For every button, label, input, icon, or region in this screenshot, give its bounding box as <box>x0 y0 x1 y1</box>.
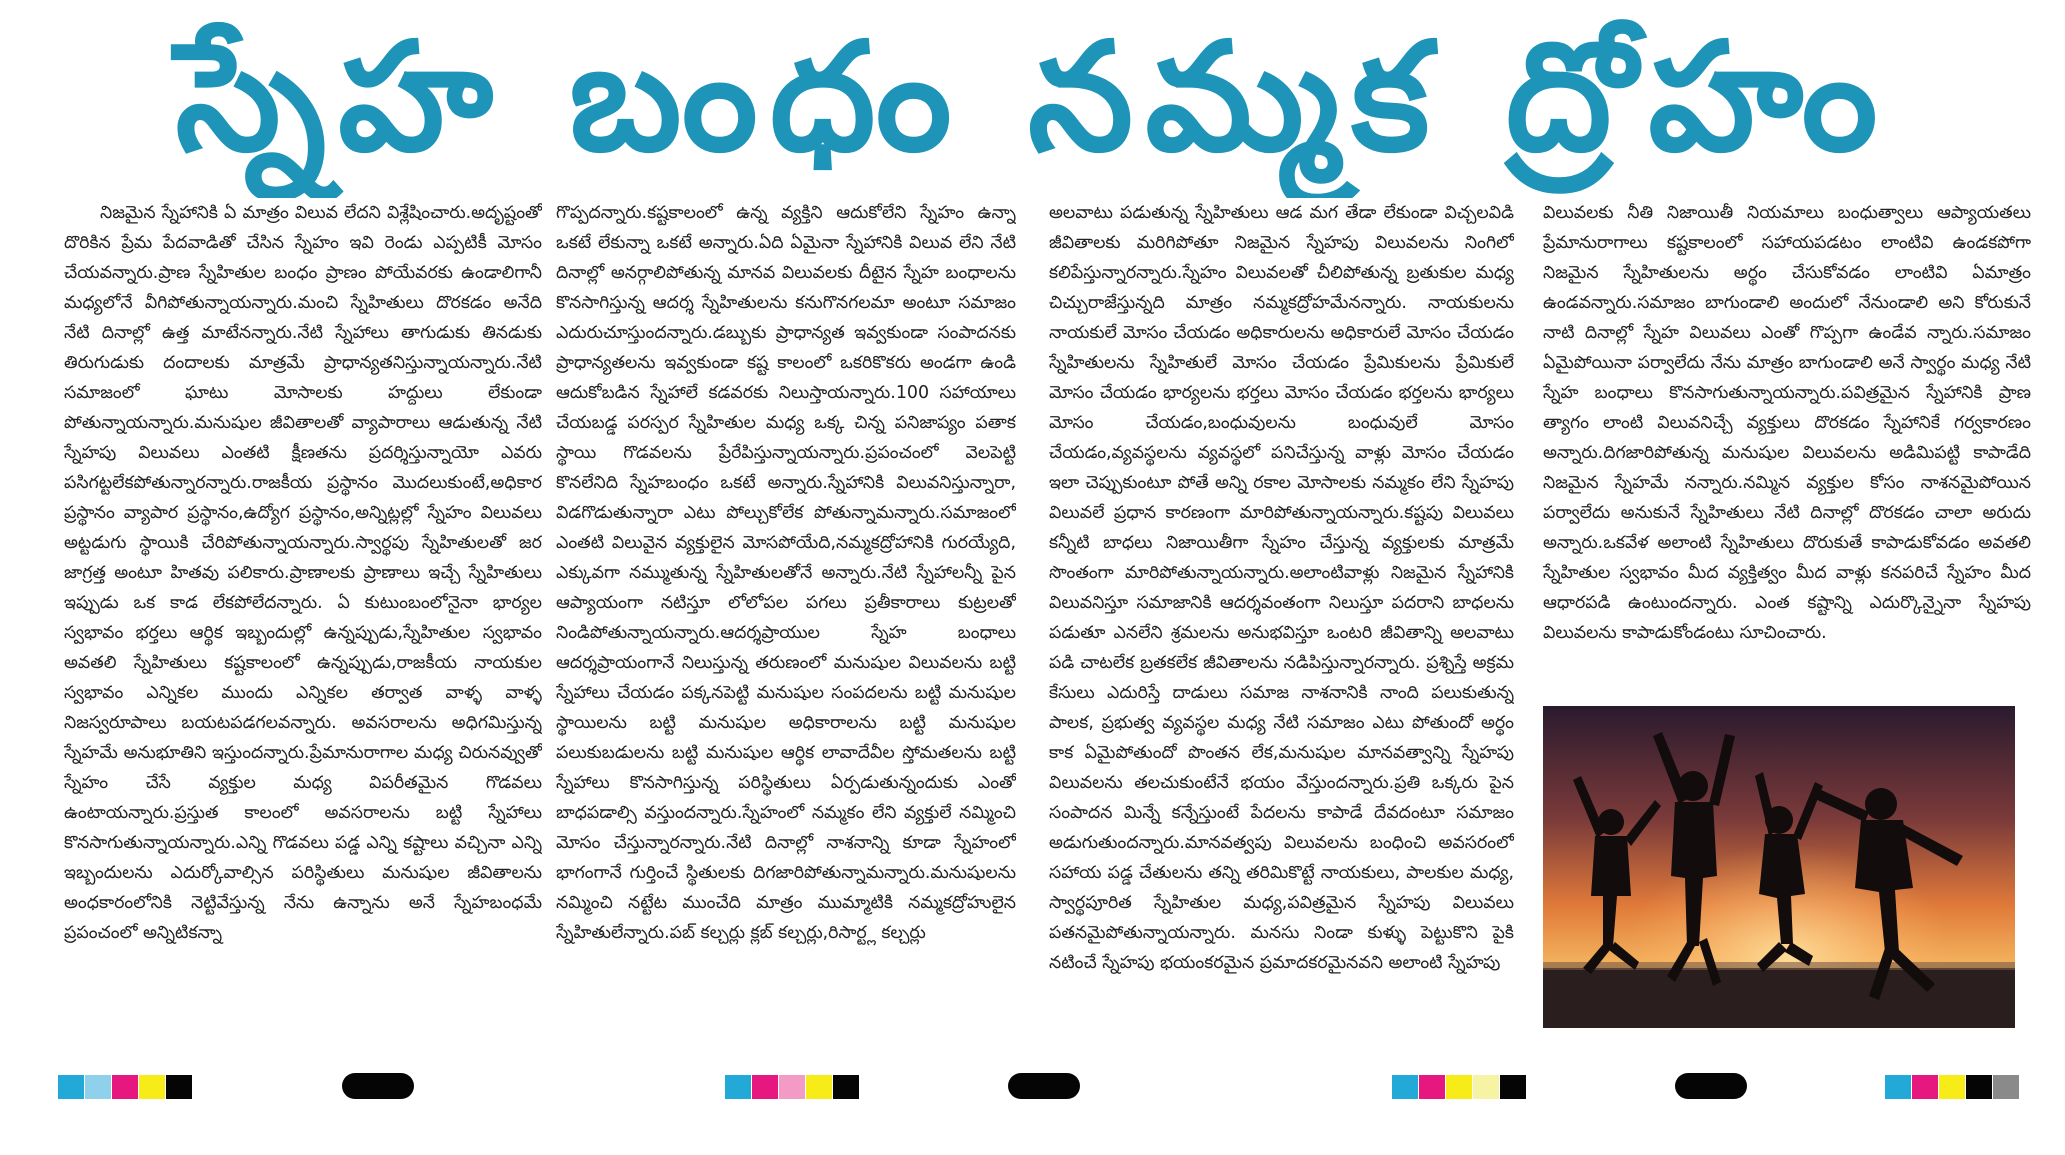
registration-mark <box>1675 1073 1747 1099</box>
color-swatch <box>1419 1075 1445 1099</box>
color-swatch <box>1885 1075 1911 1099</box>
column-text: విలువలకు నీతి నిజాయితీ నియమాలు బంధుత్వాలు ఆప్యాయతలు ప్రేమానురాగాలు కష్టకాలంలో సహాయపడటం లాంటివి ఉండకపోగా నిజమైన స్నేహితులను అర్థం చేసుకోవడం లాంటివి ఏమాత్రం ఉండవన్నారు.సమాజం బాగుండాలి అందులో నేనుండాలి అని కోరుకునే నాటి దినాల్లో స్నేహ విలువలు ఎంతో గొప్పగా ఉండేవ న్నారు.సమాజం ఏమైపోయినా పర్వాలేదు నేను మాత్రం బాగుండాలి అనే స్వార్థం మధ్య నేటి స్నేహ బంధాలు కొనసాగుతున్నాయన్నారు.పవిత్రమైన స్నేహానికి ప్రాణ త్యాగం లాంటి విలువనిచ్చే వ్యక్తులు దొరకడం స్నేహానికే గర్వకారణం అన్నారు.దిగజారిపోతున్న మనుషుల విలువలను అడిమిపట్టి కాపాడేది నిజమైన స్నేహమే నన్నారు.నమ్మిన వ్యక్తుల కోసం నాశనమైపోయిన పర్వాలేదు అనుకునే స్నేహితులు నేటి దినాల్లో దొరకడం చాలా అరుదు అన్నారు.ఒకవేళ అలాంటి స్నేహితులు దొరుకుతే కాపాడుకోవడం అవతలి స్నేహితుల స్వభావం మీద వ్యక్తిత్వం మీద వాళ్లు కనపరిచే స్నేహం మీద ఆధారపడి ఉంటుందన్నారు. ఎంత కష్టాన్ని ఎదుర్కొన్నైనా స్నేహపు విలువలను కాపాడుకోండంటు సూచించారు. <box>1543 203 2031 643</box>
friends-sunset-photo <box>1543 706 2015 1028</box>
color-swatch <box>725 1075 751 1099</box>
color-swatch <box>806 1075 832 1099</box>
color-swatch <box>833 1075 859 1099</box>
column-text: అలవాటు పడుతున్న స్నేహితులు ఆడ మగ తేడా లేకుండా విచ్చలవిడి జీవితాలకు మరిగిపోతూ నిజమైన స్నేహపు విలువలను నింగిలో కలిపేస్తున్నారన్నారు.స్నేహం విలువలతో చీలిపోతున్న బ్రతుకుల మధ్య చిచ్చురాజేస్తున్నది మాత్రం నమ్మకద్రోహమేనన్నారు. నాయకులను నాయకులే మోసం చేయడం అధికారులను అధికారులే మోసం చేయడం స్నేహితులను స్నేహితులే మోసం చేయడం ప్రేమికులను ప్రేమికులే మోసం చేయడం భార్యలను భర్తలు మోసం చేయడం భర్తలను భార్యలు మోసం చేయడం,బంధువులను బంధువులే మోసం చేయడం,వ్యవస్థలను వ్యవస్థలో పనిచేస్తున్న వాళ్లు మోసం చేయడం ఇలా చెప్పుకుంటూ పోతే అన్ని రకాల మోసాలకు నమ్మకం లేని స్నేహపు విలువలే ప్రధాన కారణంగా మారిపోతున్నాయన్నారు.కష్టపు విలువలు కన్నీటి బాధలు నిజాయితీగా స్నేహం చేస్తున్న వ్యక్తులకు మాత్రమే సొంతంగా మారిపోతున్నాయన్నారు.అలాంటివాళ్లు నిజమైన స్నేహానికి విలువనిస్తూ సమాజానికి ఆదర్శవంతంగా నిలుస్తూ పదరాని బాధలను పడుతూ ఎనలేని శ్రమలను అనుభవిస్తూ ఒంటరి జీవితాన్ని అలవాటు పడి చాటలేక బ్రతకలేక జీవితాలను నడిపిస్తున్నారన్నారు. ప్రశ్నిస్తే అక్రమ కేసులు ఎదురిస్తే దాడులు సమాజ నాశనానికి నాంది పలుకుతున్న పాలక, ప్రభుత్వ వ్యవస్థల మధ్య నేటి సమాజం ఎటు పోతుందో అర్థం కాక ఏమైపోతుందో పొంతన లేక,మనుషుల మానవత్వాన్ని స్నేహపు విలువలను తలచుకుంటేనే భయం వేస్తుందన్నారు.ప్రతి ఒక్కరు పైన సంపాదన మిన్నే కన్నేస్తుంటే పేదలను కాపాడే దేవదంటూ సమాజం అడుగుతుందన్నారు.మానవత్వపు విలువలను బంధించి అవసరంలో సహాయ పడ్డ చేతులను తన్ని తరిమికొట్టే నాయకులు, పాలకుల మధ్య, స్వార్థపూరిత స్నేహితుల మధ్య,పవిత్రమైన స్నేహపు విలువలు పతనమైపోతున్నాయన్నారు. మనసు నిండా కుళ్ళు పెట్టుకొని పైకి నటించే స్నేహపు భయంకరమైన ప్రమాదకరమైనవని అలాంటి స్నేహపు <box>1049 203 1514 973</box>
registration-color-bar <box>58 1075 192 1099</box>
color-swatch <box>752 1075 778 1099</box>
color-swatch <box>139 1075 165 1099</box>
article-column-2 <box>556 198 1016 1028</box>
color-swatch <box>112 1075 138 1099</box>
color-swatch <box>1912 1075 1938 1099</box>
registration-mark <box>342 1073 414 1099</box>
color-swatch <box>1473 1075 1499 1099</box>
color-swatch <box>1446 1075 1472 1099</box>
column-text: గొప్పదన్నారు.కష్టకాలంలో ఉన్న వ్యక్తిని ఆదుకోలేని స్నేహం ఉన్నా ఒకటే లేకున్నా ఒకటే అన్నారు.ఏది ఏమైనా స్నేహానికి విలువ లేని నేటి దినాల్లో అనర్గాలిపోతున్న మానవ విలువలకు దీటైన స్నేహ బంధాలను కొనసాగిస్తున్న ఆదర్శ స్నేహితులను కనుగొనగలమా అంటూ సమాజం ఎదురుచూస్తుందన్నారు.డబ్బుకు ప్రాధాన్యత ఇవ్వకుండా సంపాదనకు ప్రాధాన్యతలను ఇవ్వకుండా కష్ట కాలంలో ఒకరికొకరు అండగా ఉండి ఆదుకోబడిన స్నేహాలే కడవరకు నిలుస్తాయన్నారు.100 సహాయాలు చేయబడ్డ పరస్పర స్నేహితుల మధ్య ఒక్క చిన్న పనిజాప్యం పతాక స్థాయి గొడవలను ప్రేరేపిస్తున్నాయన్నారు.ప్రపంచంలో వెలపెట్టి కొనలేనిది స్నేహబంధం ఒకటే అన్నారు.స్నేహానికి విలువనిస్తున్నారా, విడగొడుతున్నారా ఎటు పోల్చుకోలేక పోతున్నామన్నారు.సమాజంలో ఎంతటి విలువైన వ్యక్తులైన మోసపోయేది,నమ్మకద్రోహానికి గురయ్యేది, ఎక్కువగా నమ్ముతున్న స్నేహితులతోనే అన్నారు.నేటి స్నేహాలన్నీ పైన ఆప్యాయంగా నటిస్తూ లోలోపల పగలు ప్రతీకారాలు కుట్రలతో నిండిపోతున్నాయన్నారు.ఆదర్శప్రాయుల స్నేహ బంధాలు ఆదర్శప్రాయంగానే నిలుస్తున్న తరుణంలో మనుషుల విలువలను బట్టి స్నేహాలు చేయడం పక్కనపెట్టి మనుషుల సంపదలను బట్టి మనుషుల స్థాయిలను బట్టి మనుషుల అధికారాలను బట్టి మనుషుల పలుకుబడులను బట్టి మనుషుల ఆర్థిక లావాదేవీల స్తోమతలను బట్టి స్నేహాలు కొనసాగిస్తున్న పరిస్థితులు ఏర్పడుతున్నందుకు ఎంతో బాధపడాల్సి వస్తుందన్నారు.స్నేహంలో నమ్మకం లేని వ్యక్తులే నమ్మించి మోసం చేస్తున్నారన్నారు.నేటి దినాల్లో నాశనాన్ని కూడా స్నేహంలో భాగంగానే గుర్తించే స్థితులకు దిగజారిపోతున్నామన్నారు.మనుషులను నమ్మించి నట్టేట ముంచేది మాత్రం ముమ్మాటికి నమ్మకద్రోహులైన స్నేహితులేన్నారు.పబ్ కల్చర్లు క్లబ్ కల్చర్లు,రిసార్ట్ల కల్చర్లు <box>556 203 1016 943</box>
column-text: నిజమైన స్నేహానికి ఏ మాత్రం విలువ లేదని విశ్లేషించారు.అదృష్టంతో దొరికిన ప్రేమ పేదవాడితో చేసిన స్నేహం ఇవి రెండు ఎప్పటికీ మోసం చేయవన్నారు.ప్రాణ స్నేహితుల బంధం ప్రాణం పోయేవరకు ఉండాలిగానీ మధ్యలోనే వీగిపోతున్నాయన్నారు.మంచి స్నేహితులు దొరకడం అనేది నేటి దినాల్లో ఉత్త మాటేనన్నారు.నేటి స్నేహాలు తాగుడుకు తినడుకు తిరుగుడుకు దందాలకు మాత్రమే ప్రాధాన్యతనిస్తున్నాయన్నారు.నేటి సమాజంలో ఘాటు మోసాలకు హద్దులు లేకుండా పోతున్నాయన్నారు.మనుషుల జీవితాలతో వ్యాపారాలు ఆడుతున్న నేటి స్నేహపు విలువలు ఎంతటి క్షీణతను ప్రదర్శిస్తున్నాయో ఎవరు పసిగట్టలేకపోతున్నారన్నారు.రాజకీయ ప్రస్థానం మొదలుకుంటే,అధికార ప్రస్థానం వ్యాపార ప్రస్థానం,ఉద్యోగ ప్రస్థానం,అన్నిట్లల్లో స్నేహం విలువలు అట్టడుగు స్థాయికి చేరిపోతున్నాయన్నారు.స్వార్థపు స్నేహితులతో జర జాగ్రత్త అంటూ హితవు పలికారు.ప్రాణాలకు ప్రాణాలు ఇచ్చే స్నేహితులు ఇప్పుడు ఒక కాడ లేకపోలేదన్నారు. ఏ కుటుంబంలోనైనా భార్యల స్వభావం భర్తలు ఆర్థిక ఇబ్బందుల్లో ఉన్నప్పుడు,స్నేహితుల స్వభావం అవతలి స్నేహితులు కష్టకాలంలో ఉన్నప్పుడు,రాజకీయ నాయకుల స్వభావం ఎన్నికల ముందు ఎన్నికల తర్వాత వాళ్ళ వాళ్ళ నిజస్వరూపాలు బయటపడగలవన్నారు. అవసరాలను అధిగమిస్తున్న స్నేహమే అనుభూతిని ఇస్తుందన్నారు.ప్రేమానురాగాల మధ్య చిరునవ్వుతో స్నేహం చేసే వ్యక్తుల మధ్య విపరీతమైన గొడవలు ఉంటాయన్నారు.ప్రస్తుత కాలంలో అవసరాలను బట్టి స్నేహాలు కొనసాగుతున్నాయన్నారు.ఎన్ని గొడవలు పడ్డ ఎన్ని కష్టాలు వచ్చినా ఎన్ని ఇబ్బందులను ఎదుర్కోవాల్సిన పరిస్థితులు మనుషుల జీవితాలను అంధకారంలోనికి నెట్టివేస్తున్న నేను ఉన్నాను అనే స్నేహబంధమే ప్రపంచంలో అన్నిటికన్నా <box>64 203 542 943</box>
color-swatch <box>1966 1075 1992 1099</box>
registration-color-bar <box>1885 1075 2019 1099</box>
article-column-4 <box>1543 198 2031 688</box>
color-swatch <box>166 1075 192 1099</box>
color-swatch <box>85 1075 111 1099</box>
color-swatch <box>779 1075 805 1099</box>
photo-illustration <box>1543 706 2015 1028</box>
registration-color-bar <box>1392 1075 1526 1099</box>
color-swatch <box>58 1075 84 1099</box>
color-swatch <box>1500 1075 1526 1099</box>
registration-mark <box>1008 1073 1080 1099</box>
color-swatch <box>1392 1075 1418 1099</box>
article-column-3 <box>1049 198 1514 1028</box>
article-column-1 <box>64 198 542 1028</box>
color-swatch <box>1993 1075 2019 1099</box>
registration-color-bar <box>725 1075 859 1099</box>
color-swatch <box>1939 1075 1965 1099</box>
headline: స్నేహ బంధం నమ్మక ద్రోహం <box>175 11 1890 185</box>
